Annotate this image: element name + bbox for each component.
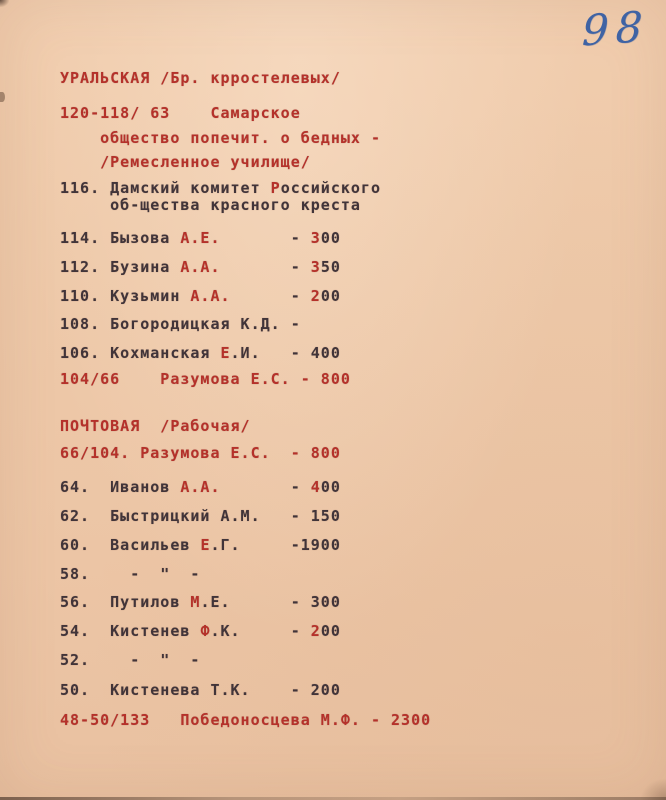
text-segment: А.Е. bbox=[180, 229, 221, 247]
line-street-heading-uralskaya bbox=[60, 68, 341, 88]
text-segment: 4 bbox=[310, 478, 321, 496]
text-segment: оссийского bbox=[280, 179, 381, 197]
line-entry-66-104 bbox=[60, 443, 341, 463]
line-entry-120-118-line3 bbox=[60, 152, 311, 172]
scan-edge-speck bbox=[0, 92, 5, 102]
text-segment: М bbox=[190, 593, 201, 611]
text-segment: 00 bbox=[320, 229, 341, 247]
text-segment: 120-118/ 63 Самарское bbox=[60, 104, 301, 122]
text-segment: 60. Васильев bbox=[60, 536, 201, 554]
text-segment: 00 bbox=[320, 622, 341, 640]
line-entry-48-50-133 bbox=[60, 710, 431, 730]
text-segment: - bbox=[220, 258, 311, 276]
text-segment: об-щества красного креста bbox=[60, 196, 361, 214]
text-segment: Е bbox=[220, 344, 231, 362]
line-entry-62 bbox=[60, 506, 341, 526]
text-segment: /Ремесленное училище/ bbox=[60, 153, 311, 171]
text-segment: .Е. - 300 bbox=[200, 593, 341, 611]
text-segment: - bbox=[220, 478, 311, 496]
text-segment: .Г. -1900 bbox=[210, 536, 341, 554]
text-segment: 54. Кистенев bbox=[60, 622, 201, 640]
text-segment: - bbox=[230, 287, 311, 305]
text-segment: 2 bbox=[310, 622, 321, 640]
line-entry-114 bbox=[60, 228, 341, 248]
text-segment: 48-50/133 Победоносцева М.Ф. - 2300 bbox=[60, 711, 432, 729]
line-entry-54 bbox=[60, 621, 341, 641]
text-segment: Р bbox=[270, 179, 281, 197]
text-segment: 114. Бызова bbox=[60, 229, 181, 247]
text-segment: 00 bbox=[320, 478, 341, 496]
text-segment: Е bbox=[200, 536, 211, 554]
handwritten-page-number: 98 bbox=[581, 1, 651, 56]
line-entry-50 bbox=[60, 680, 341, 700]
line-entry-112 bbox=[60, 257, 341, 277]
line-entry-120-118-line2 bbox=[60, 128, 381, 148]
text-segment: 112. Бузина bbox=[60, 258, 181, 276]
text-segment: Ф bbox=[200, 622, 211, 640]
text-segment: 3 bbox=[310, 258, 321, 276]
text-segment: 00 bbox=[320, 287, 341, 305]
scan-corner-mark bbox=[0, 0, 9, 7]
line-entry-104-66 bbox=[60, 369, 351, 389]
line-entry-116-line2 bbox=[60, 195, 361, 215]
text-segment: 110. Кузьмин bbox=[60, 287, 191, 305]
text-segment: .И. - 400 bbox=[230, 344, 341, 362]
line-entry-52 bbox=[60, 650, 200, 670]
text-segment: 104/66 Разумова Е.С. - 800 bbox=[60, 370, 351, 388]
line-entry-58 bbox=[60, 564, 200, 584]
text-segment: .К. - bbox=[210, 622, 311, 640]
text-segment: общество попечит. о бедных - bbox=[60, 129, 381, 147]
text-segment: 3 bbox=[310, 229, 321, 247]
line-entry-106 bbox=[60, 343, 341, 363]
text-segment: 106. Кохманская bbox=[60, 344, 221, 362]
text-segment: 52. - " - bbox=[60, 651, 201, 669]
text-segment: 66/104. Разумова Е.С. - 800 bbox=[60, 444, 341, 462]
line-entry-108 bbox=[60, 314, 301, 334]
text-segment: 116. Дамский комитет bbox=[60, 179, 271, 197]
text-segment: 64. Иванов bbox=[60, 478, 181, 496]
text-segment: А.А. bbox=[180, 258, 221, 276]
text-segment: 58. - " - bbox=[60, 565, 201, 583]
text-segment: - bbox=[220, 229, 311, 247]
line-entry-64 bbox=[60, 477, 341, 497]
text-segment: А.А. bbox=[190, 287, 231, 305]
text-segment: УРАЛЬСКАЯ /Бр. крростелевых/ bbox=[60, 69, 341, 87]
text-segment: 50 bbox=[320, 258, 341, 276]
text-segment: ПОЧТОВАЯ /Рабочая/ bbox=[60, 417, 251, 435]
text-segment: 56. Путилов bbox=[60, 593, 191, 611]
text-segment: 50. Кистенева Т.К. - 200 bbox=[60, 681, 341, 699]
line-entry-60 bbox=[60, 535, 341, 555]
line-entry-120-118 bbox=[60, 103, 301, 123]
line-entry-56 bbox=[60, 592, 341, 612]
text-segment: 62. Быстрицкий А.М. - 150 bbox=[60, 507, 341, 525]
text-segment: А.А. bbox=[180, 478, 221, 496]
text-segment: 2 bbox=[310, 287, 321, 305]
line-street-heading-pochtovaya bbox=[60, 416, 251, 436]
text-segment: 108. Богородицкая К.Д. - bbox=[60, 315, 301, 333]
line-entry-110 bbox=[60, 286, 341, 306]
